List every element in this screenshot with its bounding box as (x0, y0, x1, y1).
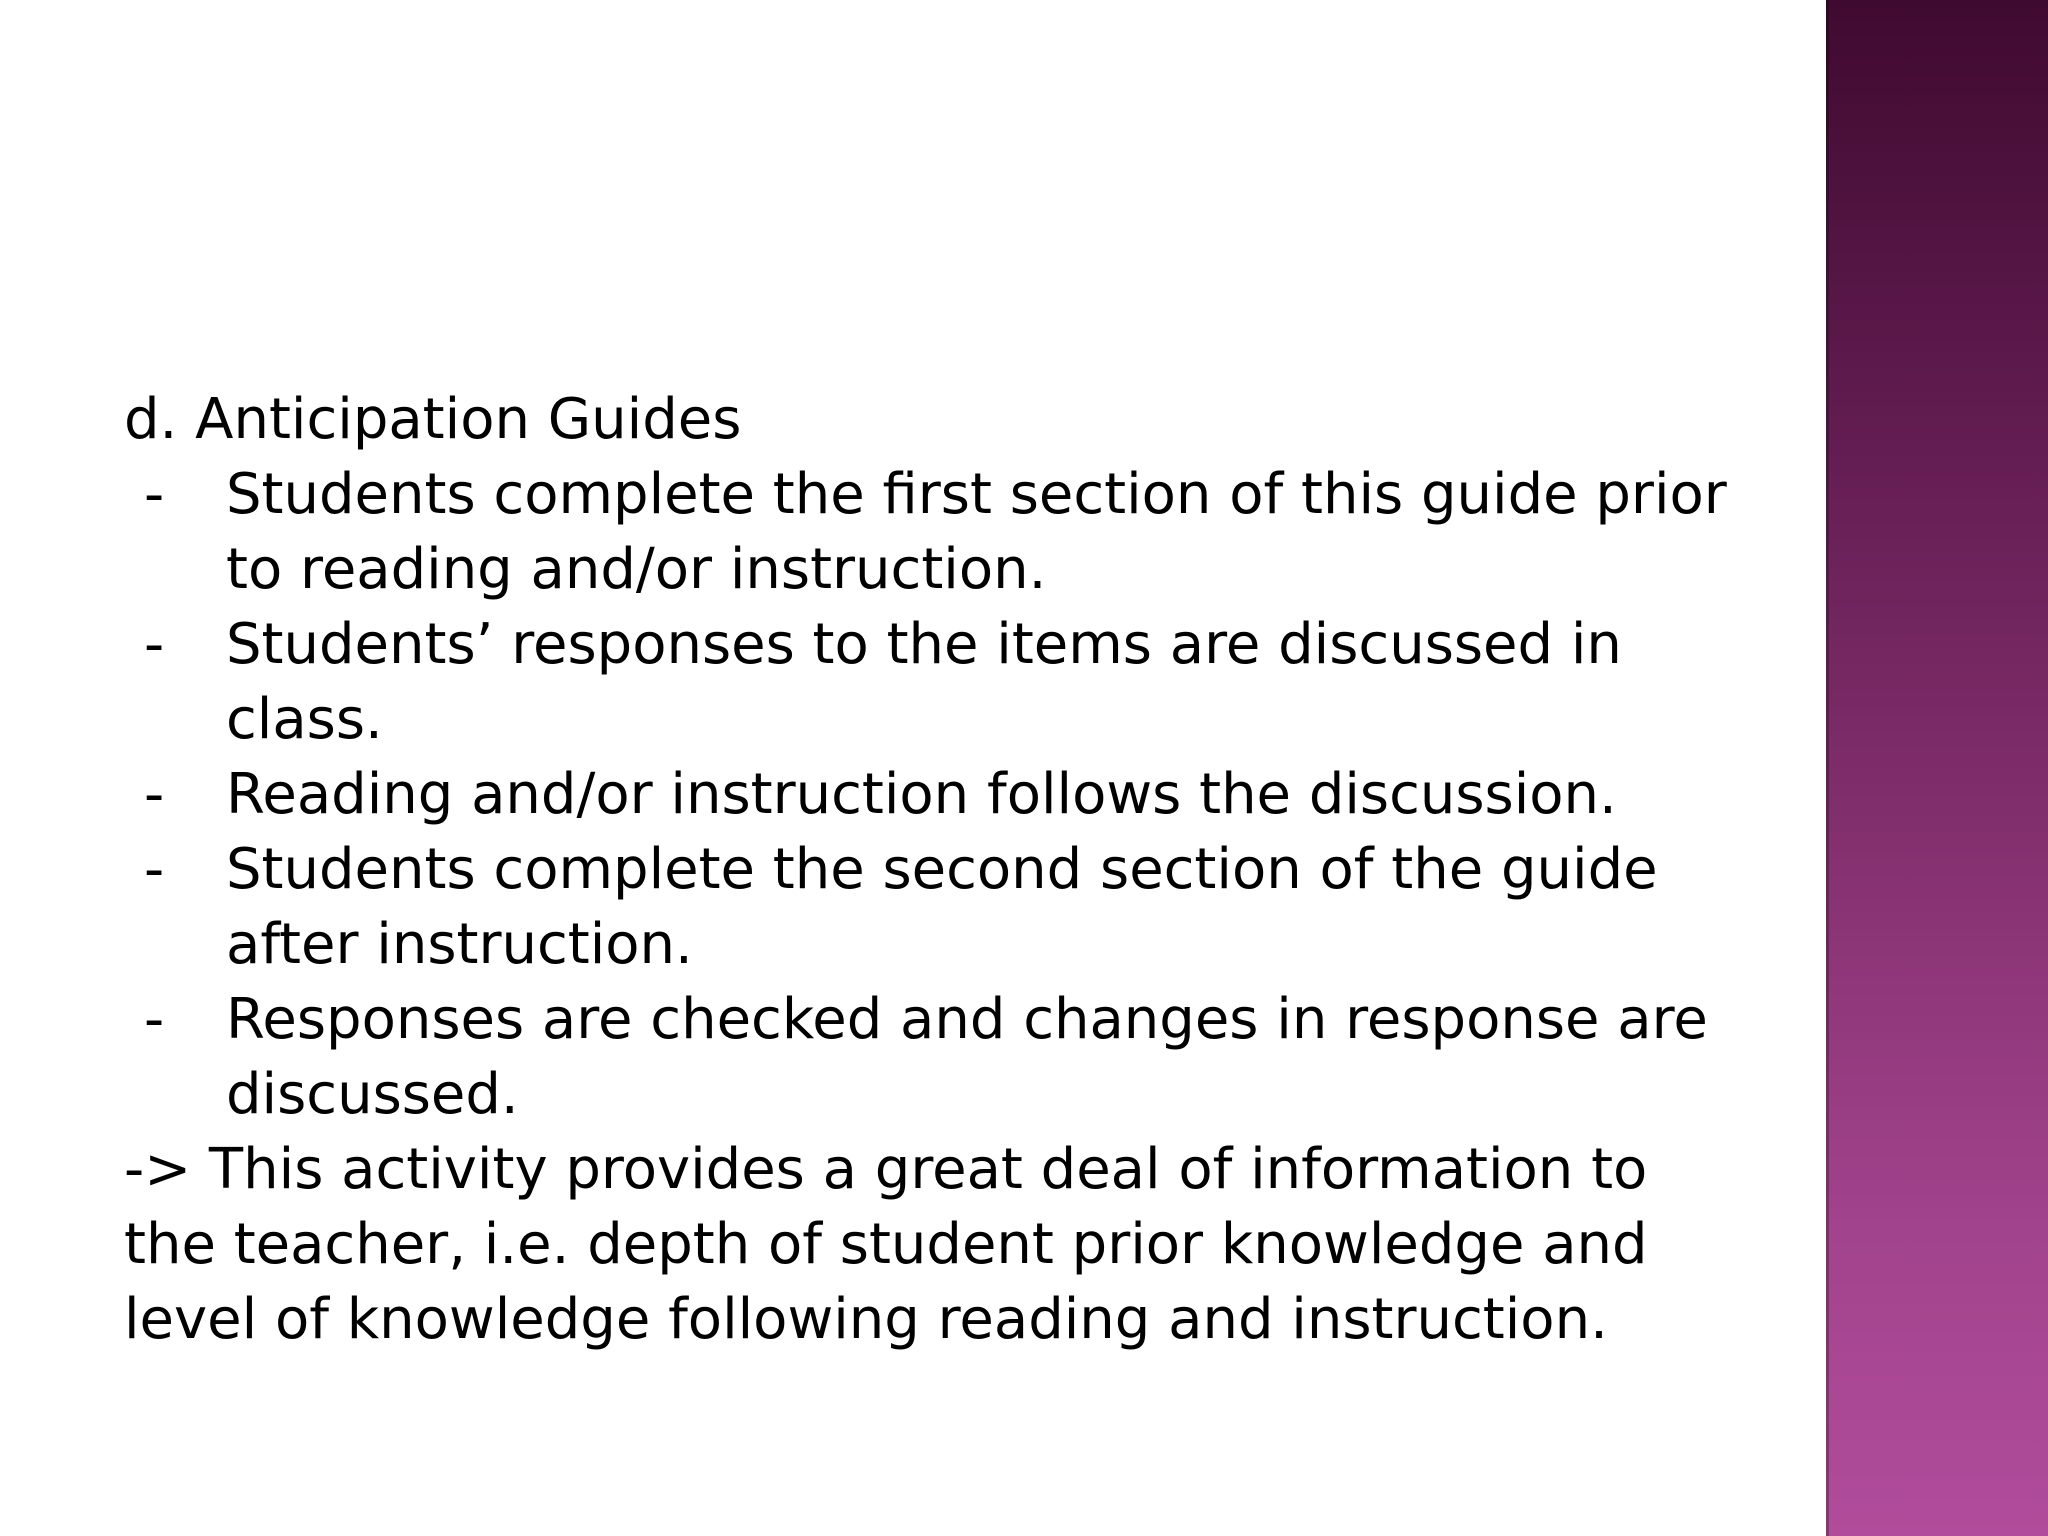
bullet-dash: - (144, 987, 165, 1052)
bullet-list (124, 457, 1727, 1132)
conclusion-text: -> This activity provides a great deal of information to the teacher, i.e. depth of student prior knowledge and level of knowledge following reading and instruction. (124, 1137, 1648, 1352)
bullet-item (124, 607, 1786, 757)
bullet-item (124, 832, 1786, 982)
bullet-dash: - (144, 612, 165, 677)
bullet-dash: - (144, 462, 165, 527)
bullet-text: Students complete the first section of this guide prior to reading and/or instruction. (226, 462, 1727, 602)
bullet-text: Students’ responses to the items are discussed in class. (226, 612, 1622, 752)
bullet-text: Students complete the second section of the guide after instruction. (226, 837, 1658, 977)
decorative-side-band (1826, 0, 2048, 1536)
bullet-dash: - (144, 837, 165, 902)
slide-body (124, 382, 1727, 1357)
slide-heading: d. Anticipation Guides (124, 387, 742, 452)
bullet-item (124, 982, 1786, 1132)
bullet-item (124, 757, 1786, 832)
bullet-text: Reading and/or instruction follows the discussion. (226, 762, 1617, 827)
bullet-dash: - (144, 762, 165, 827)
bullet-text: Responses are checked and changes in response are discussed. (226, 987, 1708, 1127)
bullet-item (124, 457, 1786, 607)
